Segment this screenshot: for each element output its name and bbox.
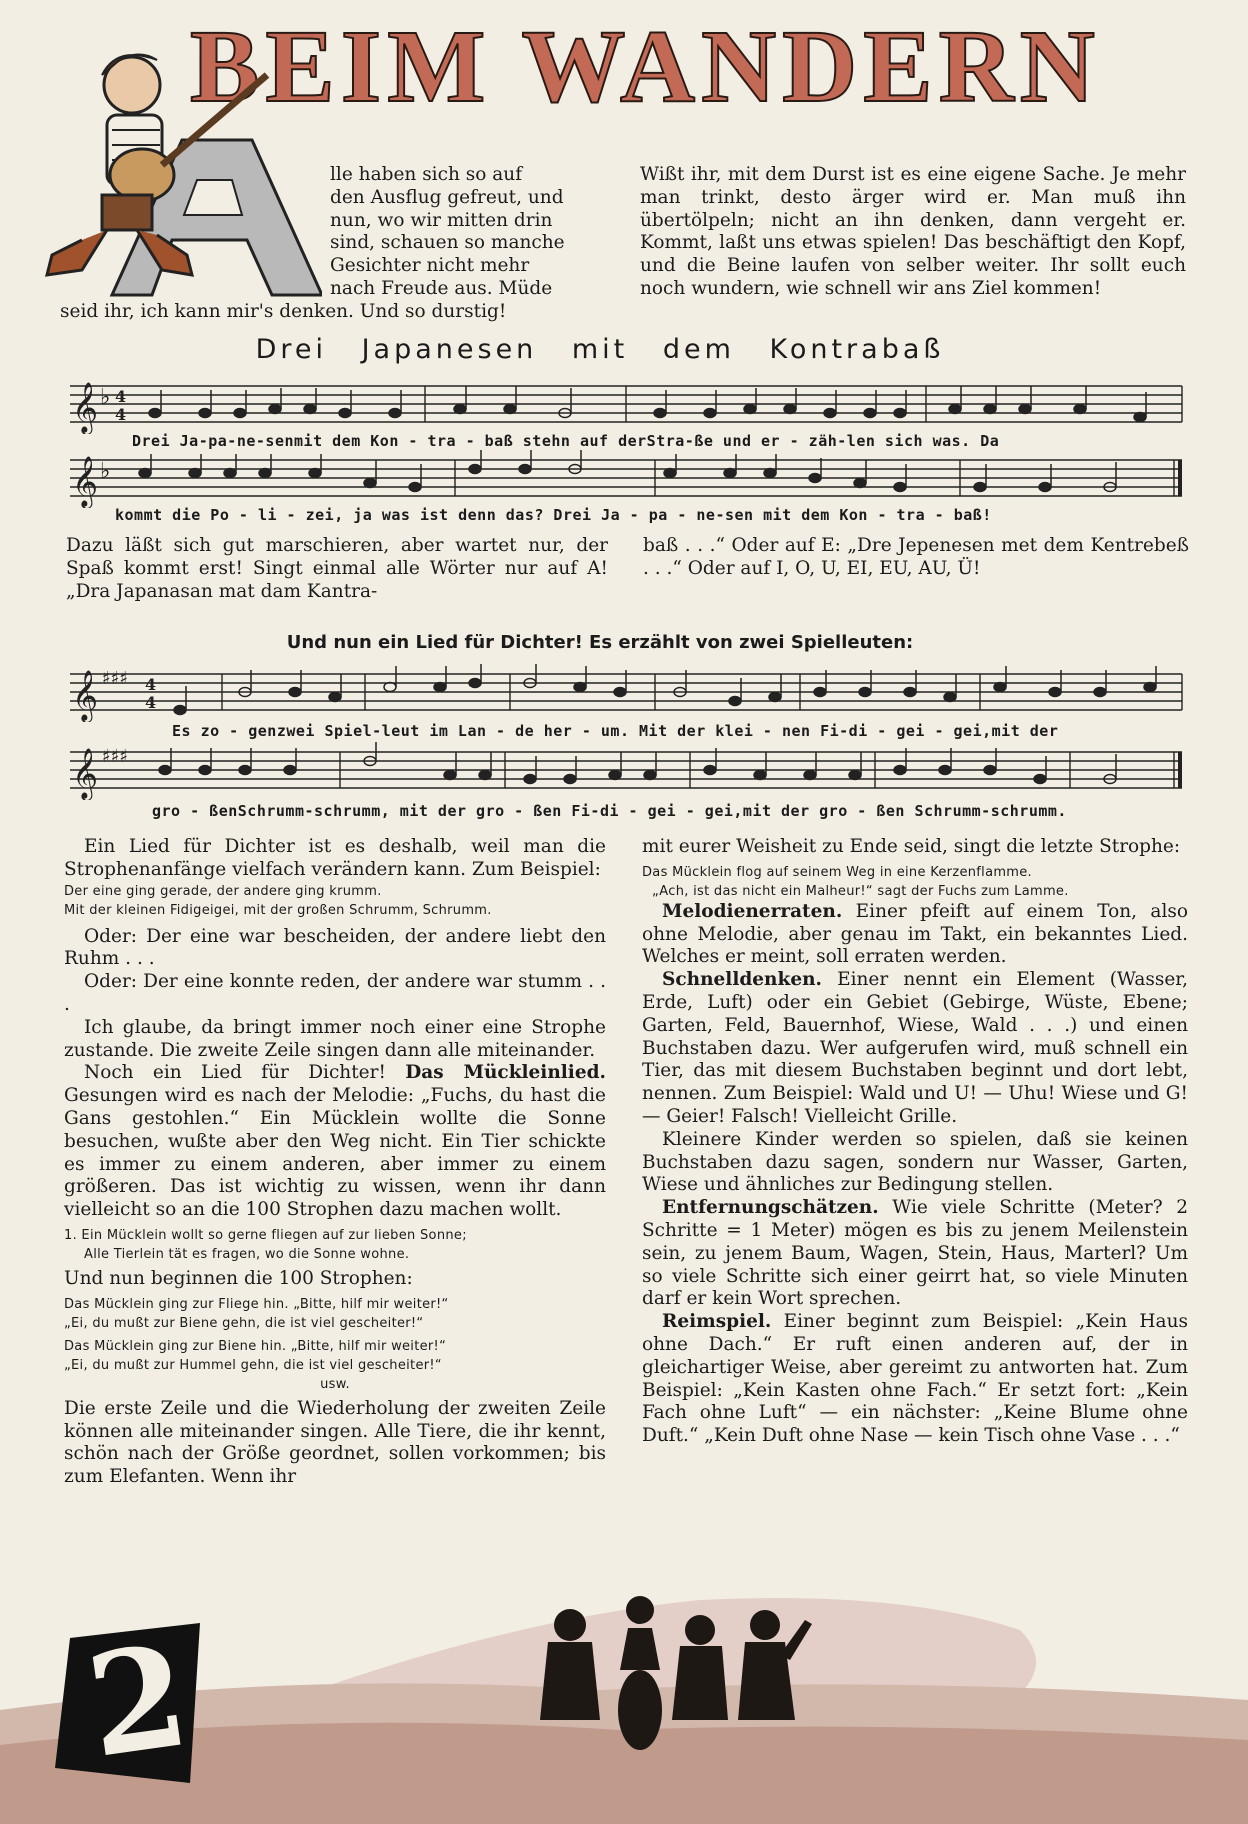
svg-text:𝄞: 𝄞 <box>72 456 99 507</box>
right-column: mit eurer Weisheit zu Ende seid, singt die letzte Strophe: Das Mücklein flog auf seinem Weg in eine Kerzenflamme. „Ach, ist das nicht ein Malheur!“ sagt der Fuchs zum Lamme. Melodienerraten. Einer pfeift auf einem Ton, also ohne Melodie, aber genau im Takt, ein bekanntes Lied. Welches er meint, soll erraten werden. Schnelldenken. Einer nennt ein Element (Wasser, Erde, Luft) oder ein Gebiet (Gebirge, Wüste, Ebene; Garten, Feld, Bauernhof, Wiese, Wald . . .) und einen Buchstaben dazu. Wer aufgerufen wird, muß schnell ein Tier, das mit diesem Buchstaben beginnt und dort lebt, nennen. Zum Beispiel: Wald und U! — Uhu! Wiese und G! — Geier! Falsch! Vielleicht Grille. Kleinere Kinder werden so spielen, daß sie keinen Buchstaben dazu sagen, sondern nur Wasser, Garten, Wiese und ähnliches zur Bedingung stellen. Entfernungschätzen. Wie viele Schritte (Meter? 2 Schritte = 1 Meter) mögen es bis zu jenem Meilenstein sein, zu jenem Baum, Wagen, Stein, Haus, Marterl? Um so viele Schritte sich einer geirrt hat, so viele Minuten darf er kein Wort sprechen. Reimspiel. Einer beginnt zum Beispiel: „Kein Haus ohne Dach.“ Er ruft einen anderen auf, der in gleichartiger Weise, aber gereimt zu antworten hat. Zum Beispiel: „Kein Kasten ohne Fach.“ Er setzt fort: „Kein Fach ohne Luft“ — ein nächster: „Keine Blume ohne Duft.“ „Kein Duft ohne Nase — kein Tisch ohne Vase . . .“ <box>642 836 1188 1447</box>
game-entfernungschaetzen: Entfernungschätzen. Wie viele Schritte (Meter? 2 Schritte = 1 Meter) mögen es bis zu jenem Meilenstein sein, zu jenem Baum, Wagen, Stein, Haus, Marterl? Um so viele Schritte sich einer geirrt hat, so viele Minuten darf er kein Wort sprechen. <box>642 1197 1188 1310</box>
page-number: 2 <box>78 1614 198 1790</box>
svg-text:4: 4 <box>145 693 157 712</box>
song1-staff-1 <box>70 376 1184 434</box>
svg-text:𝄞: 𝄞 <box>72 670 99 721</box>
svg-text:4: 4 <box>115 405 127 424</box>
svg-text:4: 4 <box>145 675 157 694</box>
song2-lyrics-1: Es zo - genzwei Spiel-leut im Lan - de her - um. Mit der klei - nen Fi-di - gei - gei,mit der <box>172 722 1059 740</box>
svg-text:♯♯♯: ♯♯♯ <box>102 668 129 689</box>
game-melodienerraten: Melodienerraten. Einer pfeift auf einem Ton, also ohne Melodie, aber genau im Takt, ein bekanntes Lied. Welches er meint, soll erraten werden. <box>642 900 1188 968</box>
song2-lyrics-2: gro - ßenSchrumm-schrumm, mit der gro - ßen Fi-di - gei - gei,mit der gro - ßen Schrumm-schrumm. <box>152 802 1067 820</box>
svg-text:𝄞: 𝄞 <box>72 382 99 433</box>
svg-text:𝄞: 𝄞 <box>72 748 99 799</box>
song1-staff-2 <box>70 450 1184 508</box>
mueckleinlied-paragraph: Noch ein Lied für Dichter! Das Mückleinlied. Gesungen wird es nach der Melodie: „Fuchs, du hast die Gans gestohlen.“ Ein Mücklein wollte die Sonne besuchen, wußte aber den Weg nicht. Ein Tier schickte es immer zu einem anderen, aber immer zu einem größeren. Das ist wichtig zu wissen, wenn ihr dann vielleicht so an die 100 Strophen dazu machen wollt. <box>64 1062 606 1221</box>
song1-lyrics-1: Drei Ja-pa-ne-senmit dem Kon - tra - baß stehn auf derStra-ße und er - zäh-len sich was. Da <box>132 432 1000 450</box>
svg-text:♯♯♯: ♯♯♯ <box>102 746 129 767</box>
page-title: BEIM WANDERN <box>190 9 1101 124</box>
song1-lyrics-2: kommt die Po - li - zei, ja was ist denn das? Drei Ja - pa - ne-sen mit dem Kon - tra - baß! <box>115 506 992 524</box>
song2-staff-2 <box>70 742 1184 800</box>
intro-left-text: lle haben sich so auf den Ausflug gefreut, und nun, wo wir mitten drin sind, schauen so manche Gesichter nicht mehr nach Freude aus. Müde seid ihr, ich kann mir's denken. Und so durstig! <box>60 164 565 322</box>
intro-right-text: Wißt ihr, mit dem Durst ist es eine eigene Sache. Je mehr man trinkt, desto ärger wird er. Man muß ihn übertölpeln; nicht an ihn denken, dann vergeht er. Kommt, laßt uns etwas spielen! Das beschäftigt den Kopf, und die Beine laufen von selber weiter. Ihr sollt euch noch wundern, wie schnell wir ans Ziel kommen! <box>640 164 1186 299</box>
svg-text:♭: ♭ <box>100 459 111 484</box>
game-schnelldenken: Schnelldenken. Einer nennt ein Element (Wasser, Erde, Luft) oder ein Gebiet (Gebirge, Wüste, Ebene; Garten, Feld, Bauernhof, Wiese, Wald . . .) und einen Buchstaben dazu. Wer aufgerufen wird, muß schnell ein Tier, das mit diesem Buchstaben beginnt und dort lebt, nennen. Zum Beispiel: Wald und U! — Uhu! Wiese und G! — Geier! Falsch! Vielleicht Grille. <box>642 969 1188 1127</box>
left-column: Ein Lied für Dichter ist es deshalb, weil man die Strophenanfänge vielfach verändern kann. Zum Beispiel: Der eine ging gerade, der andere ging krumm. Mit der kleinen Fidigeigei, mit der großen Schrumm, Schrumm. Oder: Der eine war bescheiden, der andere liebt den Ruhm . . . Oder: Der eine konnte reden, der andere war stumm . . . Ich glaube, da bringt immer noch einer eine Strophe zustande. Die zweite Zeile singen dann alle miteinander. Noch ein Lied für Dichter! Das Mückleinlied. Gesungen wird es nach der Melodie: „Fuchs, du hast die Gans gestohlen.“ Ein Mücklein wollte die Sonne besuchen, wußte aber den Weg nicht. Ein Tier schickte es immer zu einem anderen, aber immer zu einem größeren. Das ist wichtig zu wissen, wenn ihr dann vielleicht so an die 100 Strophen dazu machen wollt. 1. Ein Mücklein wollt so gerne fliegen auf zur lieben Sonne; Alle Tierlein tät es fragen, wo die Sonne wohne. Und nun beginnen die 100 Strophen: Das Mücklein ging zur Fliege hin. „Bitte, hilf mir weiter!“ „Ei, du mußt zur Biene gehn, die ist viel gescheiter!“ Das Mücklein ging zur Biene hin. „Bitte, hilf mir weiter!“ „Ei, du mußt zur Hummel gehn, die ist viel gescheiter!“ usw. Die erste Zeile und die Wiederholung der zweiten Zeile können alle miteinander singen. Alle Tiere, die ihr kennt, schön nach der Größe geordnet, sollen vorkommen; bis zum Elefanten. Wenn ihr <box>64 836 606 1488</box>
song1-title: Drei Japanesen mit dem Kontrabaß <box>255 334 945 365</box>
after-song1-right: baß . . .“ Oder auf E: „Dre Jepenesen met dem Kentrebeß . . .“ Oder auf I, O, U, EI, EU, AU, Ü! <box>643 535 1189 579</box>
game-reimspiel: Reimspiel. Einer beginnt zum Beispiel: „Kein Haus ohne Dach.“ Er ruft einen anderen auf, der in gleichartiger Weise, aber gereimt zu antworten hat. Zum Beispiel: „Kein Kasten ohne Fach.“ Er setzt fort: „Kein Fach ohne Luft“ — ein nächster: „Keine Blume ohne Duft.“ „Kein Duft ohne Nase — kein Tisch ohne Vase . . .“ <box>642 1311 1188 1447</box>
song2-title: Und nun ein Lied für Dichter! Es erzählt von zwei Spielleuten: <box>286 632 914 653</box>
svg-text:4: 4 <box>115 387 127 406</box>
after-song1-left: Dazu läßt sich gut marschieren, aber wartet nur, der Spaß kommt erst! Singt einmal alle Wörter nur auf A! „Dra Japanasan mat dam Kantra- <box>66 535 608 602</box>
svg-text:♭: ♭ <box>100 385 111 410</box>
song2-staff-1 <box>70 664 1184 722</box>
